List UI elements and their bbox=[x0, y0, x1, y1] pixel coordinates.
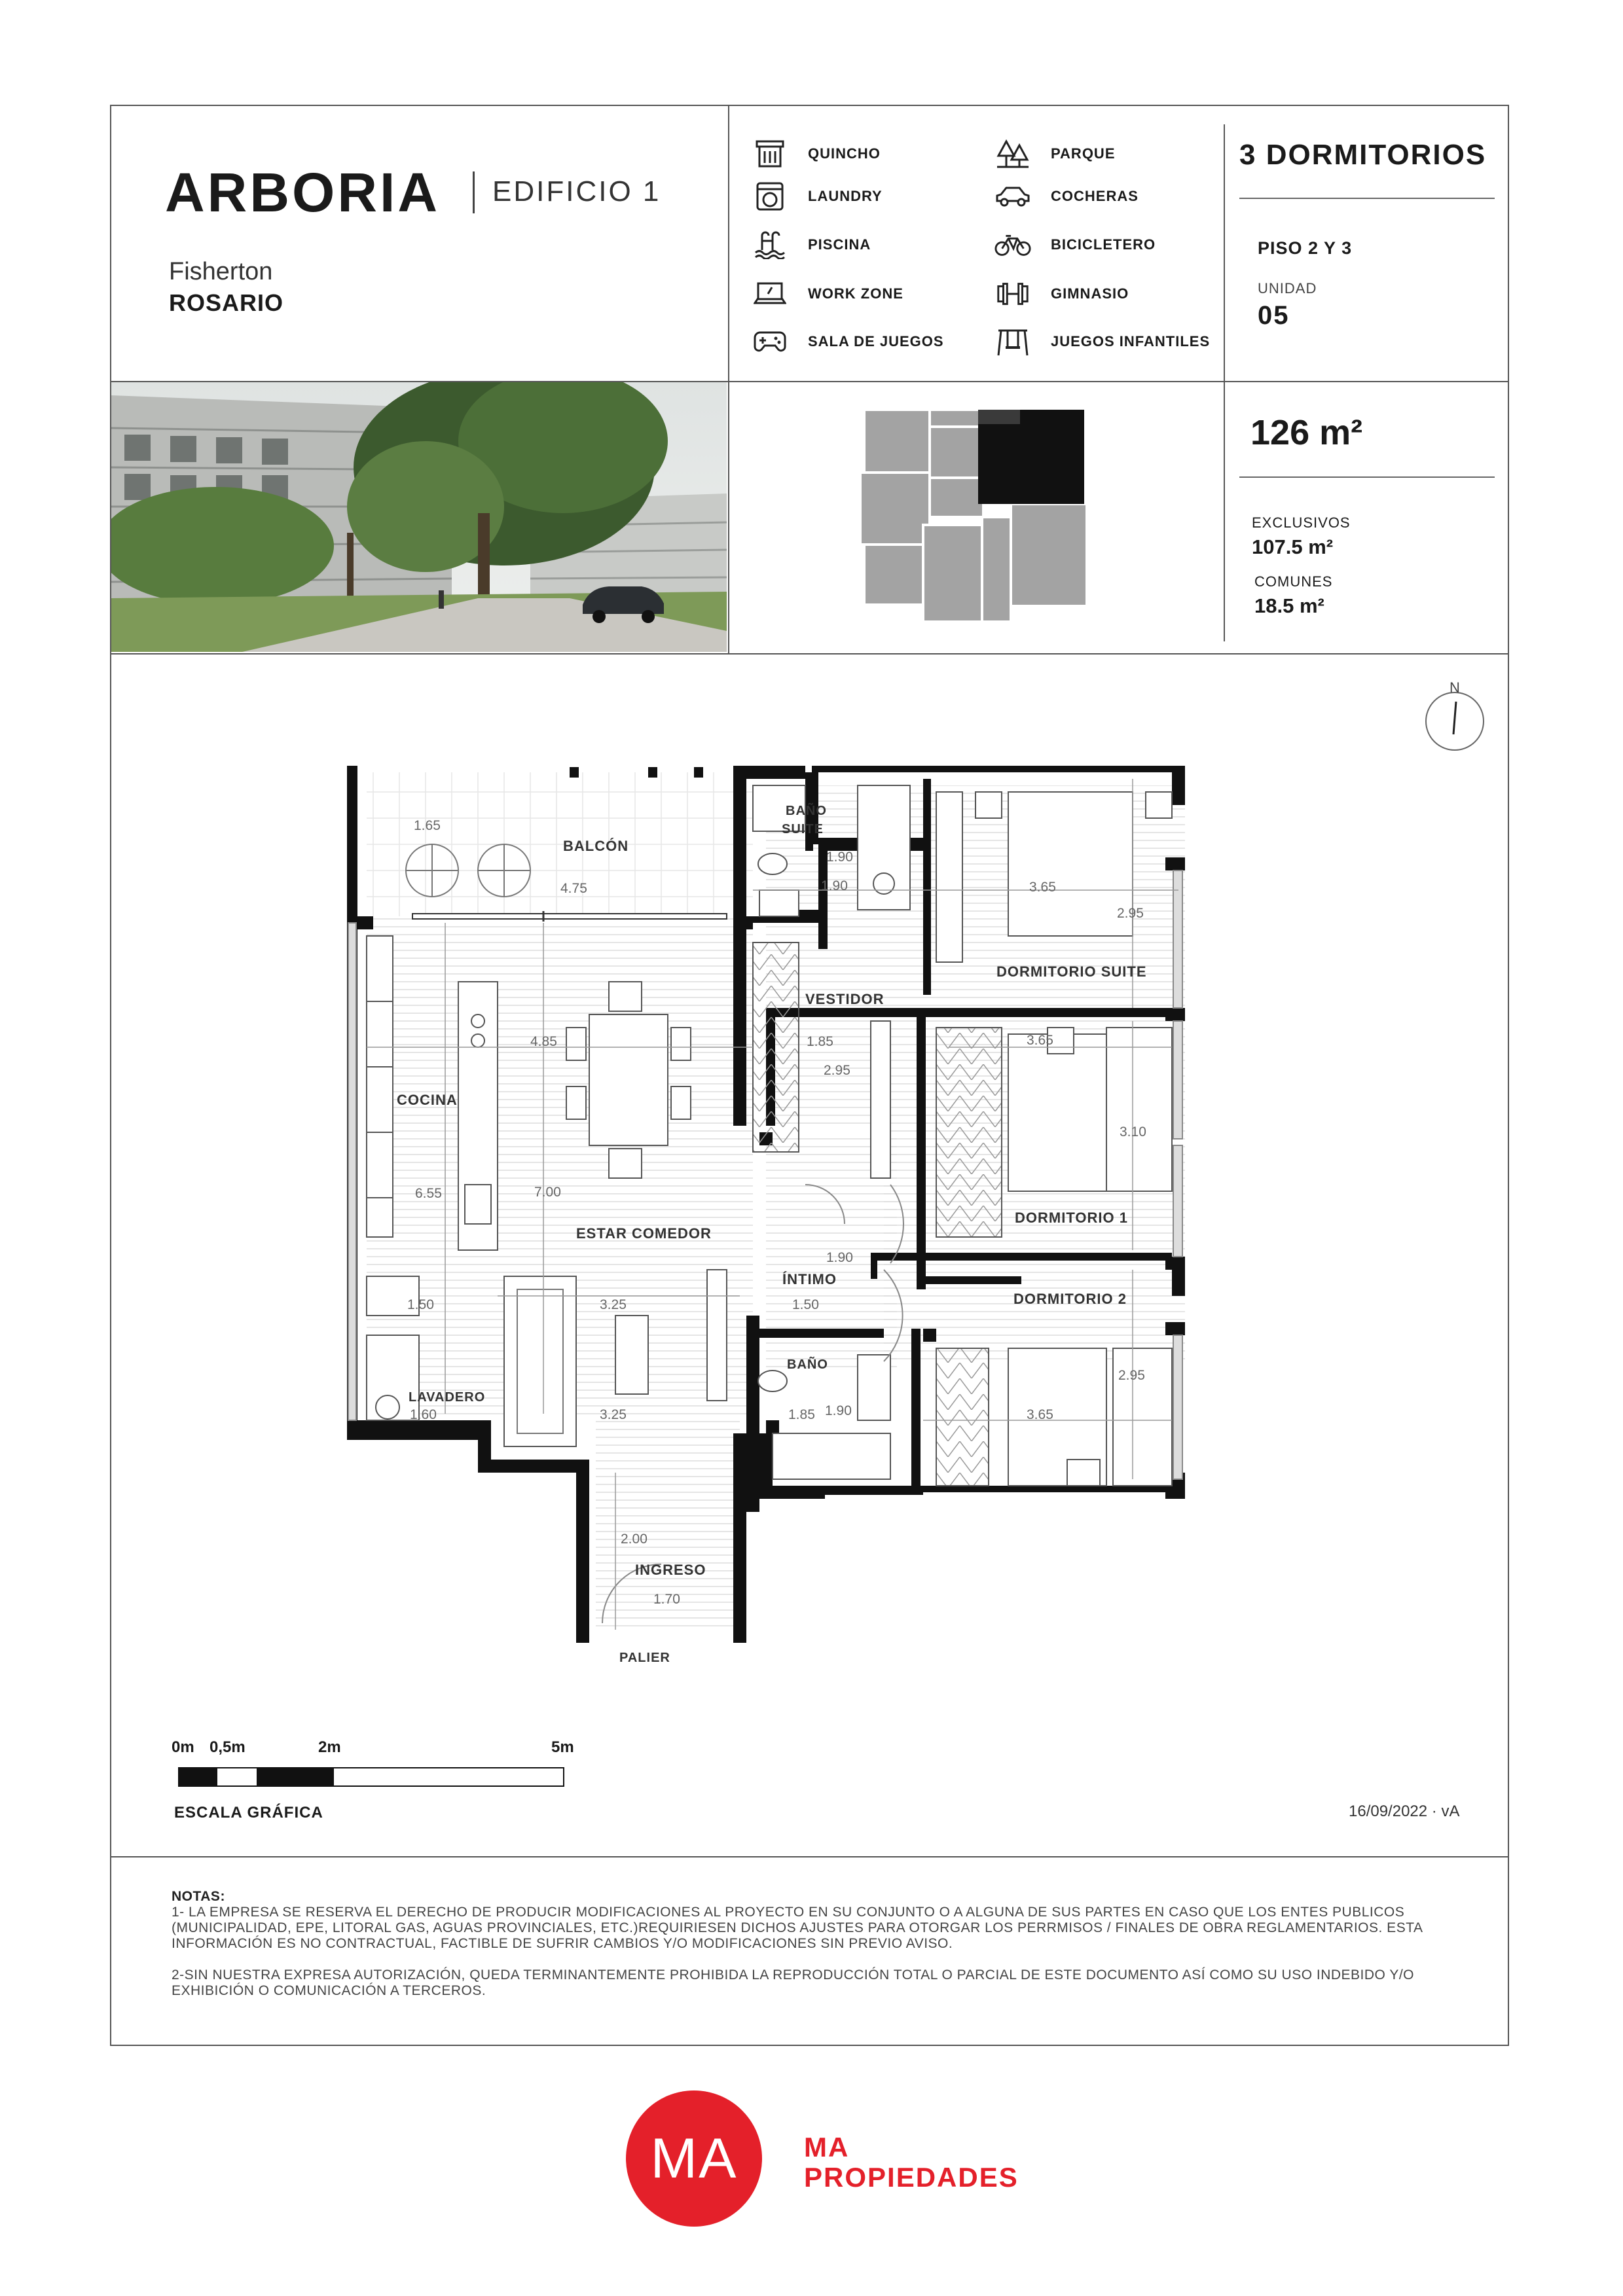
floors-label: PISO 2 Y 3 bbox=[1258, 238, 1353, 258]
exclusive-caption: EXCLUSIVOS bbox=[1252, 514, 1351, 531]
floor-plan bbox=[347, 766, 1237, 1665]
room-label-dormitorio-1: DORMITORIO 1 bbox=[1015, 1210, 1128, 1226]
building-render bbox=[111, 382, 727, 652]
room-label-intimo: ÍNTIMO bbox=[782, 1271, 837, 1287]
amenity-label: COCHERAS bbox=[1051, 188, 1139, 204]
amenity-work-zone bbox=[752, 276, 903, 312]
building-label: EDIFICIO 1 bbox=[492, 175, 661, 207]
dimension-label: 1.90 bbox=[826, 850, 853, 865]
grill-icon bbox=[752, 135, 788, 172]
washing-machine-icon bbox=[752, 178, 788, 215]
brand-name-line1: MA bbox=[804, 2132, 850, 2162]
divider bbox=[110, 653, 1509, 655]
notes-heading: NOTAS: bbox=[172, 1889, 225, 1904]
dimension-label: 3.65 bbox=[1027, 1407, 1053, 1422]
scale-label-5: 5m bbox=[551, 1738, 574, 1756]
neighborhood: Fisherton bbox=[169, 258, 273, 285]
total-area: 126 m² bbox=[1250, 413, 1363, 452]
amenity-parque bbox=[994, 135, 1116, 172]
dimension-label: 4.85 bbox=[530, 1034, 557, 1049]
scale-label-2: 2m bbox=[318, 1738, 341, 1756]
amenity-gimnasio bbox=[994, 276, 1129, 312]
brand-logo-text: MA bbox=[650, 2126, 738, 2190]
dimension-label: 3.25 bbox=[600, 1407, 627, 1422]
divider bbox=[1224, 124, 1225, 641]
dimension-label: 3.65 bbox=[1027, 1033, 1053, 1048]
dimension-label: 6.55 bbox=[415, 1186, 442, 1201]
amenity-label: WORK ZONE bbox=[808, 285, 903, 302]
room-label-palier: PALIER bbox=[619, 1651, 670, 1665]
building-key-plan bbox=[858, 407, 1091, 624]
laptop-icon bbox=[752, 276, 788, 312]
divider bbox=[1239, 476, 1495, 478]
amenity-label: BICICLETERO bbox=[1051, 236, 1156, 253]
dimension-label: 1.85 bbox=[788, 1407, 815, 1422]
amenity-label: SALA DE JUEGOS bbox=[808, 333, 944, 350]
exclusive-area: 107.5 m² bbox=[1252, 535, 1334, 558]
room-label-bano: BAÑO bbox=[787, 1357, 828, 1372]
dimension-label: 3.65 bbox=[1029, 880, 1056, 895]
room-label-estar-comedor: ESTAR COMEDOR bbox=[576, 1225, 712, 1242]
divider bbox=[728, 105, 729, 653]
version-stamp: 16/09/2022 · vA bbox=[1349, 1803, 1460, 1820]
dimension-label: 3.25 bbox=[600, 1297, 627, 1312]
room-label-bano-suite-2: SUITE bbox=[782, 822, 824, 836]
amenity-juegos-infantiles bbox=[994, 323, 1210, 360]
brand-name bbox=[804, 2132, 1019, 2193]
common-caption: COMUNES bbox=[1254, 573, 1333, 590]
amenity-label: QUINCHO bbox=[808, 145, 881, 162]
dimension-label: 2.95 bbox=[1118, 1368, 1145, 1383]
unit-caption: UNIDAD bbox=[1258, 280, 1317, 296]
amenity-cocheras bbox=[994, 178, 1139, 215]
title-separator bbox=[473, 171, 475, 213]
dimension-label: 1.90 bbox=[825, 1403, 852, 1418]
scale-bar bbox=[178, 1767, 564, 1787]
amenity-label: GIMNASIO bbox=[1051, 285, 1129, 302]
dimension-label: 1.90 bbox=[821, 878, 848, 893]
scale-label-0: 0m bbox=[172, 1738, 194, 1756]
room-label-balcon: BALCÓN bbox=[563, 838, 629, 854]
trees-icon bbox=[994, 135, 1031, 172]
amenity-label: PARQUE bbox=[1051, 145, 1116, 162]
room-label-dormitorio-suite: DORMITORIO SUITE bbox=[996, 963, 1147, 980]
car-icon bbox=[994, 178, 1031, 215]
brand-logo bbox=[626, 2090, 762, 2227]
scale-caption: ESCALA GRÁFICA bbox=[174, 1804, 323, 1821]
dimension-label: 7.00 bbox=[534, 1185, 561, 1200]
dimension-label: 4.75 bbox=[560, 881, 587, 896]
amenity-laundry bbox=[752, 178, 883, 215]
gamepad-icon bbox=[752, 323, 788, 360]
divider bbox=[110, 1856, 1509, 1857]
note-1: 1- LA EMPRESA SE RESERVA EL DERECHO DE PRODUCIR MODIFICACIONES AL PROYECTO EN SU CONJUNTO O A ALGUNA DE SUS PARTES EN CASO QUE LOS ENTES PUBLICOS (MUNICIPALIDAD, EPE, LITORAL GAS, AGUAS PROVINCIALES, ETC.)REQUIRIESEN DICHOS AJUSTES PARA OTORGAR LOS PERRMISOS / FINALES DE OBRA REGLAMENTARIOS. ESTA INFORMACIÓN ES NO CONTRACTUAL, FACTIBLE DE SUFRIR CAMBIOS Y/O MODIFICACIONES SIN PREVIO AVISO. bbox=[172, 1905, 1423, 1951]
scale-label-05: 0,5m bbox=[210, 1738, 246, 1756]
dimension-label: 1.60 bbox=[410, 1407, 437, 1422]
pool-icon bbox=[752, 226, 788, 263]
room-label-ingreso: INGRESO bbox=[635, 1562, 706, 1578]
room-label-bano-suite: BAÑO bbox=[786, 804, 827, 818]
dimension-label: 1.65 bbox=[414, 818, 441, 833]
compass bbox=[1423, 679, 1486, 753]
divider bbox=[1239, 198, 1495, 199]
room-label-lavadero: LAVADERO bbox=[409, 1390, 486, 1405]
room-label-dormitorio-2: DORMITORIO 2 bbox=[1013, 1291, 1127, 1307]
bedrooms-label: 3 DORMITORIOS bbox=[1239, 139, 1487, 171]
dimension-label: 2.95 bbox=[824, 1063, 850, 1078]
dimension-label: 2.00 bbox=[621, 1532, 647, 1547]
north-label: N bbox=[1450, 679, 1460, 696]
dimension-label: 2.95 bbox=[1117, 906, 1144, 921]
dimension-label: 1.50 bbox=[407, 1297, 434, 1312]
amenity-label: PISCINA bbox=[808, 236, 871, 253]
common-area: 18.5 m² bbox=[1254, 594, 1324, 617]
room-label-cocina: COCINA bbox=[397, 1092, 458, 1108]
city: ROSARIO bbox=[169, 289, 284, 316]
dimension-label: 1.50 bbox=[792, 1297, 819, 1312]
amenity-sala-de-juegos bbox=[752, 323, 944, 360]
unit-number: 05 bbox=[1258, 301, 1290, 330]
amenity-bicicletero bbox=[994, 226, 1156, 263]
dimension-label: 3.10 bbox=[1120, 1124, 1146, 1139]
dimension-label: 1.85 bbox=[807, 1034, 833, 1049]
note-2: 2-SIN NUESTRA EXPRESA AUTORIZACIÓN, QUEDA TERMINANTEMENTE PROHIBIDA LA REPRODUCCIÓN TOTAL O PARCIAL DE ESTE DOCUMENTO ASÍ COMO SU USO INDEBIDO Y/O EXHIBICIÓN O COMUNICACIÓN A TERCEROS. bbox=[172, 1967, 1415, 1998]
amenity-label: LAUNDRY bbox=[808, 188, 883, 204]
dimension-label: 1.70 bbox=[653, 1592, 680, 1607]
amenity-quincho bbox=[752, 135, 881, 172]
project-title: ARBORIA bbox=[165, 162, 440, 223]
amenity-label: JUEGOS INFANTILES bbox=[1051, 333, 1211, 350]
swing-icon bbox=[994, 323, 1031, 360]
dumbbell-icon bbox=[994, 276, 1031, 312]
room-label-vestidor: VESTIDOR bbox=[805, 991, 884, 1007]
dimension-label: 1.90 bbox=[826, 1250, 853, 1265]
bicycle-icon bbox=[994, 226, 1031, 263]
amenity-piscina bbox=[752, 226, 871, 263]
brand-name-line2: PROPIEDADES bbox=[804, 2162, 1019, 2193]
notes-block bbox=[172, 1889, 1474, 1999]
